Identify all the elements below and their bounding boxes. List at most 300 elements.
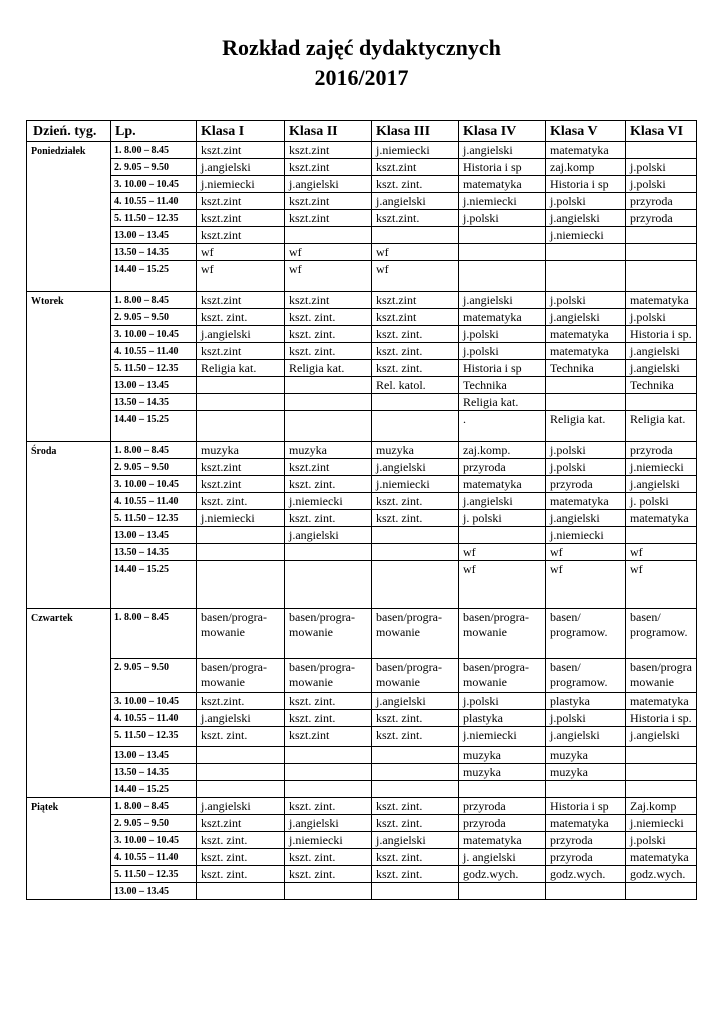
lesson-cell (372, 781, 459, 798)
lesson-cell (372, 411, 459, 442)
lesson-cell: kszt.zint (197, 459, 285, 476)
table-row (27, 764, 697, 781)
table-row (27, 442, 697, 459)
lesson-cell: Historia i sp. (626, 326, 697, 343)
table-row (27, 193, 697, 210)
lesson-cell: kszt. zint. (372, 343, 459, 360)
lesson-cell: zaj.komp (546, 159, 626, 176)
lesson-time: 4. 10.55 – 11.40 (111, 343, 197, 360)
lesson-cell (285, 764, 372, 781)
lesson-cell (546, 883, 626, 900)
lesson-cell (459, 227, 546, 244)
lesson-cell: j.polski (626, 159, 697, 176)
lesson-cell: kszt.zint (372, 292, 459, 309)
lesson-cell: Historia i sp. (626, 710, 697, 727)
lesson-cell: matematyka (546, 343, 626, 360)
lesson-cell: j.angielski (546, 510, 626, 527)
lesson-time: 1. 8.00 – 8.45 (111, 798, 197, 815)
lesson-cell: j.polski (459, 693, 546, 710)
lesson-cell: basen/progra- mowanie (372, 659, 459, 693)
lesson-cell: wf (546, 561, 626, 609)
lesson-time: 4. 10.55 – 11.40 (111, 493, 197, 510)
lesson-cell (372, 561, 459, 609)
lesson-cell (459, 781, 546, 798)
lesson-cell (626, 747, 697, 764)
lesson-cell: matematyka (459, 476, 546, 493)
lesson-cell: kszt.zint (197, 193, 285, 210)
lesson-cell: godz.wych. (626, 866, 697, 883)
lesson-cell: przyroda (626, 210, 697, 227)
table-row (27, 849, 697, 866)
lesson-cell: wf (459, 544, 546, 561)
lesson-cell (372, 227, 459, 244)
lesson-cell (546, 377, 626, 394)
lesson-cell: kszt.zint (285, 727, 372, 747)
lesson-cell: wf (372, 261, 459, 292)
lesson-cell (197, 883, 285, 900)
lesson-cell: muzyka (546, 764, 626, 781)
lesson-cell: wf (197, 244, 285, 261)
lesson-cell: kszt. zint. (197, 832, 285, 849)
lesson-time: 14.40 – 15.25 (111, 261, 197, 292)
lesson-cell: j.angielski (372, 459, 459, 476)
lesson-time: 14.40 – 15.25 (111, 561, 197, 609)
lesson-cell: kszt. zint. (372, 710, 459, 727)
table-row (27, 309, 697, 326)
table-row (27, 210, 697, 227)
lesson-cell: matematyka (459, 176, 546, 193)
lesson-cell: przyroda (546, 832, 626, 849)
lesson-cell: Technika (626, 377, 697, 394)
lesson-cell: kszt. zint. (285, 326, 372, 343)
lesson-time: 13.50 – 14.35 (111, 544, 197, 561)
lesson-cell: matematyka (546, 326, 626, 343)
lesson-cell: j.niemiecki (372, 476, 459, 493)
lesson-cell (372, 883, 459, 900)
lesson-cell: wf (372, 244, 459, 261)
table-row (27, 176, 697, 193)
lesson-cell: kszt. zint. (285, 693, 372, 710)
lesson-cell (626, 527, 697, 544)
lesson-cell: basen/progra- mowanie (459, 659, 546, 693)
table-row (27, 659, 697, 693)
lesson-cell (626, 244, 697, 261)
lesson-cell: j.niemiecki (546, 227, 626, 244)
lesson-time: 4. 10.55 – 11.40 (111, 849, 197, 866)
header-klasa-2: Klasa II (285, 121, 372, 142)
lesson-cell: przyroda (459, 798, 546, 815)
lesson-cell: przyroda (626, 193, 697, 210)
header-row (27, 121, 697, 142)
lesson-cell (626, 394, 697, 411)
lesson-cell: j.niemiecki (285, 493, 372, 510)
lesson-cell: wf (546, 544, 626, 561)
lesson-cell: j.angielski (546, 727, 626, 747)
lesson-cell: kszt. zint. (285, 510, 372, 527)
lesson-time: 1. 8.00 – 8.45 (111, 142, 197, 159)
lesson-time: 14.40 – 15.25 (111, 411, 197, 442)
lesson-time: 1. 8.00 – 8.45 (111, 442, 197, 459)
table-row (27, 244, 697, 261)
lesson-cell: basen/ programow. (546, 659, 626, 693)
lesson-cell (372, 544, 459, 561)
lesson-cell: przyroda (459, 459, 546, 476)
lesson-cell (546, 244, 626, 261)
lesson-cell: zaj.komp. (459, 442, 546, 459)
table-row (27, 261, 697, 292)
lesson-cell: kszt. zint. (197, 866, 285, 883)
lesson-cell: j.angielski (372, 693, 459, 710)
lesson-cell: wf (459, 561, 546, 609)
lesson-cell: basen/progra- mowanie (285, 609, 372, 659)
lesson-cell: kszt. zint. (285, 866, 372, 883)
lesson-cell: j.polski (546, 459, 626, 476)
table-row (27, 609, 697, 659)
lesson-cell (285, 747, 372, 764)
table-row (27, 292, 697, 309)
header-klasa-3: Klasa III (372, 121, 459, 142)
lesson-cell (372, 527, 459, 544)
lesson-cell (285, 883, 372, 900)
lesson-cell: matematyka (546, 815, 626, 832)
lesson-cell: kszt.zint (197, 815, 285, 832)
lesson-cell: j.niemiecki (372, 142, 459, 159)
lesson-cell: Technika (546, 360, 626, 377)
lesson-cell: kszt.zint (372, 309, 459, 326)
table-row (27, 142, 697, 159)
lesson-cell: j.angielski (459, 292, 546, 309)
table-row (27, 747, 697, 764)
lesson-time: 1. 8.00 – 8.45 (111, 609, 197, 659)
lesson-cell: j.angielski (626, 727, 697, 747)
lesson-cell (197, 527, 285, 544)
lesson-cell: j.polski (626, 832, 697, 849)
lesson-cell: matematyka (626, 510, 697, 527)
lesson-cell: j.niemiecki (197, 176, 285, 193)
lesson-cell (285, 227, 372, 244)
lesson-time: 2. 9.05 – 9.50 (111, 159, 197, 176)
lesson-cell: j.polski (626, 309, 697, 326)
lesson-time: 5. 11.50 – 12.35 (111, 210, 197, 227)
lesson-cell: j.niemiecki (285, 832, 372, 849)
table-row (27, 360, 697, 377)
lesson-cell (626, 883, 697, 900)
lesson-cell (285, 377, 372, 394)
lesson-cell (546, 261, 626, 292)
lesson-cell: j.angielski (626, 360, 697, 377)
lesson-time: 2. 9.05 – 9.50 (111, 659, 197, 693)
school-year: 2016/2017 (314, 65, 409, 90)
table-row (27, 326, 697, 343)
lesson-cell: kszt. zint. (372, 727, 459, 747)
lesson-cell: j.polski (546, 710, 626, 727)
lesson-cell: przyroda (546, 476, 626, 493)
lesson-cell: kszt. zint. (372, 326, 459, 343)
lesson-cell (626, 764, 697, 781)
lesson-cell: muzyka (197, 442, 285, 459)
lesson-cell: kszt. zint. (197, 849, 285, 866)
header-klasa-1: Klasa I (197, 121, 285, 142)
lesson-cell (372, 394, 459, 411)
lesson-cell: j.polski (626, 176, 697, 193)
lesson-cell: Religia kat. (197, 360, 285, 377)
lesson-cell (546, 394, 626, 411)
lesson-cell: matematyka (626, 849, 697, 866)
lesson-cell: kszt. zint. (372, 493, 459, 510)
lesson-cell (459, 883, 546, 900)
table-row (27, 693, 697, 710)
lesson-cell: kszt. zint. (197, 309, 285, 326)
lesson-cell: kszt.zint (197, 227, 285, 244)
lesson-cell: j.polski (459, 343, 546, 360)
lesson-cell: j.angielski (197, 159, 285, 176)
lesson-cell: j. polski (626, 493, 697, 510)
table-row (27, 493, 697, 510)
lesson-cell: kszt.zint (285, 193, 372, 210)
table-row (27, 544, 697, 561)
lesson-cell: godz.wych. (459, 866, 546, 883)
table-row (27, 394, 697, 411)
lesson-cell: Historia i sp (546, 176, 626, 193)
lesson-cell: Historia i sp (459, 360, 546, 377)
lesson-time: 3. 10.00 – 10.45 (111, 693, 197, 710)
lesson-cell: kszt.zint (285, 159, 372, 176)
lesson-cell: j.niemiecki (459, 727, 546, 747)
document-title: Rozkład zajęć dydaktycznych (222, 35, 501, 60)
lesson-cell (197, 394, 285, 411)
lesson-cell: kszt. zint. (372, 360, 459, 377)
day-name: Poniedziałek (27, 142, 111, 292)
lesson-cell: muzyka (459, 764, 546, 781)
lesson-time: 13.00 – 13.45 (111, 527, 197, 544)
lesson-cell: kszt.zint (197, 476, 285, 493)
lesson-cell (285, 561, 372, 609)
lesson-cell (626, 781, 697, 798)
lesson-cell: j.niemiecki (197, 510, 285, 527)
lesson-cell: matematyka (626, 693, 697, 710)
lesson-cell: kszt.zint (197, 343, 285, 360)
lesson-cell (197, 561, 285, 609)
lesson-cell: Historia i sp (546, 798, 626, 815)
lesson-cell: basen/progra mowanie (626, 659, 697, 693)
lesson-time: 5. 11.50 – 12.35 (111, 866, 197, 883)
lesson-cell: plastyka (546, 693, 626, 710)
lesson-time: 3. 10.00 – 10.45 (111, 832, 197, 849)
lesson-time: 13.00 – 13.45 (111, 377, 197, 394)
lesson-cell: wf (626, 544, 697, 561)
lesson-time: 1. 8.00 – 8.45 (111, 292, 197, 309)
lesson-cell (197, 781, 285, 798)
header-lp: Lp. (111, 121, 197, 142)
lesson-cell (285, 781, 372, 798)
lesson-cell (546, 781, 626, 798)
lesson-cell: muzyka (459, 747, 546, 764)
lesson-cell: kszt.zint (197, 142, 285, 159)
lesson-cell: kszt. zint. (372, 798, 459, 815)
lesson-time: 3. 10.00 – 10.45 (111, 326, 197, 343)
lesson-cell: kszt.zint (285, 142, 372, 159)
lesson-cell: j.niemiecki (459, 193, 546, 210)
lesson-cell: kszt. zint. (285, 849, 372, 866)
lesson-cell: Religia kat. (546, 411, 626, 442)
lesson-cell: kszt.zint (197, 210, 285, 227)
lesson-cell (197, 377, 285, 394)
lesson-cell: j.angielski (459, 142, 546, 159)
lesson-cell: kszt. zint. (197, 727, 285, 747)
lesson-cell: basen/ programow. (546, 609, 626, 659)
lesson-cell: j.angielski (546, 210, 626, 227)
lesson-cell: Religia kat. (285, 360, 372, 377)
header-klasa-4: Klasa IV (459, 121, 546, 142)
lesson-cell: kszt. zint. (372, 866, 459, 883)
lesson-time: 13.00 – 13.45 (111, 227, 197, 244)
header-klasa-5: Klasa V (546, 121, 626, 142)
table-row (27, 727, 697, 747)
lesson-time: 5. 11.50 – 12.35 (111, 510, 197, 527)
lesson-cell (285, 544, 372, 561)
lesson-cell: muzyka (372, 442, 459, 459)
lesson-time: 5. 11.50 – 12.35 (111, 727, 197, 747)
lesson-cell: j.angielski (546, 309, 626, 326)
lesson-cell: wf (626, 561, 697, 609)
lesson-time: 2. 9.05 – 9.50 (111, 815, 197, 832)
lesson-cell: j.angielski (626, 476, 697, 493)
lesson-cell: j.niemiecki (546, 527, 626, 544)
lesson-cell: matematyka (546, 493, 626, 510)
lesson-cell: plastyka (459, 710, 546, 727)
lesson-cell: basen/progra- mowanie (372, 609, 459, 659)
table-row (27, 883, 697, 900)
lesson-time: 5. 11.50 – 12.35 (111, 360, 197, 377)
timetable (26, 120, 697, 900)
lesson-cell (459, 527, 546, 544)
lesson-cell: matematyka (626, 292, 697, 309)
lesson-cell: j.polski (546, 292, 626, 309)
lesson-cell: . (459, 411, 546, 442)
lesson-cell: kszt. zint. (285, 343, 372, 360)
lesson-cell: kszt.zint. (197, 693, 285, 710)
lesson-cell: j.angielski (626, 343, 697, 360)
table-row (27, 832, 697, 849)
table-row (27, 227, 697, 244)
lesson-time: 2. 9.05 – 9.50 (111, 309, 197, 326)
lesson-cell: kszt. zint. (372, 176, 459, 193)
header-day: Dzień. tyg. (27, 121, 111, 142)
lesson-time: 4. 10.55 – 11.40 (111, 193, 197, 210)
lesson-time: 4. 10.55 – 11.40 (111, 710, 197, 727)
lesson-cell: Religia kat. (626, 411, 697, 442)
table-row (27, 459, 697, 476)
table-row (27, 159, 697, 176)
lesson-cell: przyroda (626, 442, 697, 459)
lesson-cell: Rel. katol. (372, 377, 459, 394)
lesson-cell: kszt.zint (197, 292, 285, 309)
table-row (27, 377, 697, 394)
lesson-cell (372, 764, 459, 781)
day-name: Piątek (27, 798, 111, 900)
lesson-cell: kszt.zint (285, 459, 372, 476)
lesson-cell: matematyka (459, 832, 546, 849)
lesson-cell: basen/progra- mowanie (197, 609, 285, 659)
lesson-cell: basen/ programow. (626, 609, 697, 659)
lesson-cell: j.angielski (372, 832, 459, 849)
lesson-cell: kszt. zint. (197, 493, 285, 510)
lesson-cell (372, 747, 459, 764)
lesson-cell (459, 261, 546, 292)
lesson-cell: j.polski (546, 193, 626, 210)
lesson-cell (197, 747, 285, 764)
lesson-cell: j.angielski (285, 527, 372, 544)
lesson-cell: kszt.zint (372, 159, 459, 176)
table-row (27, 411, 697, 442)
lesson-cell: j.angielski (459, 493, 546, 510)
lesson-cell: basen/progra- mowanie (285, 659, 372, 693)
lesson-cell (626, 261, 697, 292)
lesson-cell: j.polski (459, 210, 546, 227)
lesson-cell: Zaj.komp (626, 798, 697, 815)
lesson-cell: basen/progra- mowanie (459, 609, 546, 659)
lesson-cell (626, 142, 697, 159)
lesson-cell: kszt. zint. (372, 815, 459, 832)
lesson-cell: muzyka (546, 747, 626, 764)
lesson-cell: j.angielski (197, 710, 285, 727)
lesson-time: 3. 10.00 – 10.45 (111, 176, 197, 193)
lesson-cell (626, 227, 697, 244)
lesson-cell: kszt.zint. (372, 210, 459, 227)
lesson-cell: wf (197, 261, 285, 292)
day-name: Środa (27, 442, 111, 609)
lesson-cell: wf (285, 244, 372, 261)
lesson-cell: kszt.zint (285, 210, 372, 227)
lesson-cell: godz.wych. (546, 866, 626, 883)
table-row (27, 510, 697, 527)
lesson-time: 13.50 – 14.35 (111, 764, 197, 781)
lesson-cell (197, 544, 285, 561)
lesson-cell (197, 764, 285, 781)
table-row (27, 815, 697, 832)
lesson-cell: kszt. zint. (285, 309, 372, 326)
lesson-cell: j.polski (546, 442, 626, 459)
lesson-cell: wf (285, 261, 372, 292)
lesson-cell: j. angielski (459, 849, 546, 866)
lesson-cell: kszt. zint. (285, 710, 372, 727)
lesson-cell (459, 244, 546, 261)
table-row (27, 781, 697, 798)
lesson-cell: j.polski (459, 326, 546, 343)
lesson-cell: j.angielski (197, 326, 285, 343)
table-row (27, 866, 697, 883)
lesson-time: 13.00 – 13.45 (111, 747, 197, 764)
lesson-cell: kszt. zint. (372, 849, 459, 866)
lesson-cell: matematyka (546, 142, 626, 159)
lesson-cell (285, 411, 372, 442)
lesson-time: 14.40 – 15.25 (111, 781, 197, 798)
lesson-time: 13.50 – 14.35 (111, 244, 197, 261)
lesson-cell: Historia i sp (459, 159, 546, 176)
lesson-time: 13.50 – 14.35 (111, 394, 197, 411)
lesson-cell: j.angielski (372, 193, 459, 210)
header-klasa-6: Klasa VI (626, 121, 697, 142)
lesson-cell: matematyka (459, 309, 546, 326)
lesson-time: 3. 10.00 – 10.45 (111, 476, 197, 493)
lesson-cell: j.niemiecki (626, 815, 697, 832)
lesson-cell: przyroda (459, 815, 546, 832)
table-row (27, 476, 697, 493)
lesson-cell: j. polski (459, 510, 546, 527)
lesson-cell (197, 411, 285, 442)
day-name: Czwartek (27, 609, 111, 798)
table-row (27, 798, 697, 815)
